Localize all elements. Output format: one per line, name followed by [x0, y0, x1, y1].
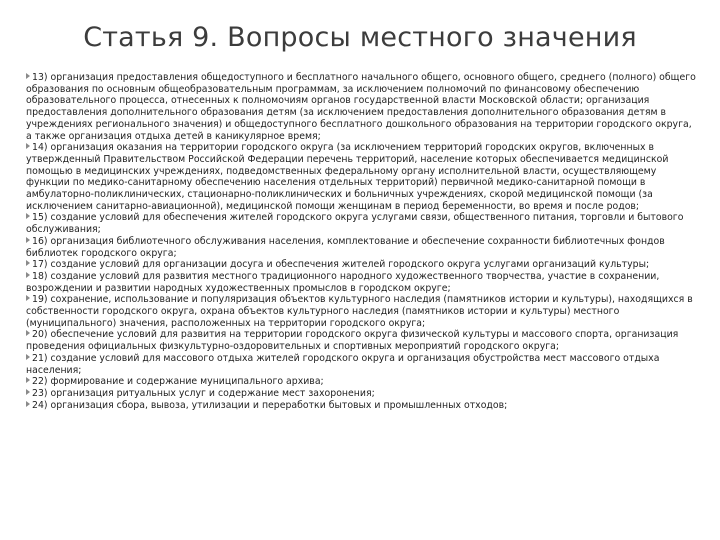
list-item-text: 18) создание условий для развития местного традиционного народного художественного творчества, участие в сохранении, возрождении и развитии народных художественных промыслов в городском округе;	[26, 270, 660, 294]
list-item	[26, 376, 698, 388]
list-item	[26, 329, 698, 352]
list-item	[26, 400, 698, 412]
triangle-bullet-icon	[26, 73, 30, 79]
slide-title: Статья 9. Вопросы местного значения	[83, 22, 637, 53]
triangle-bullet-icon	[26, 213, 30, 219]
triangle-bullet-icon	[26, 377, 30, 383]
list-item	[26, 142, 698, 212]
list-item	[26, 353, 698, 376]
triangle-bullet-icon	[26, 260, 30, 266]
list-item-text: 22) формирование и содержание муниципального архива;	[32, 376, 324, 388]
triangle-bullet-icon	[26, 401, 30, 407]
list-item-text: 17) создание условий для организации досуга и обеспечения жителей городского округа услугами организаций культуры;	[32, 259, 650, 271]
triangle-bullet-icon	[26, 143, 30, 149]
list-item-text: 20) обеспечение условий для развития на территории городского округа физической культуры и массового спорта, организация проведения официальных физкультурно-оздоровительных и спортивных мероприятий городского округа;	[26, 329, 679, 353]
triangle-bullet-icon	[26, 237, 30, 243]
list-item-text: 21) создание условий для массового отдыха жителей городского округа и организация обустройства мест массового отдыха населения;	[26, 352, 660, 376]
list-item-text: 13) организация предоставления общедоступного и бесплатного начального общего, основного общего, среднего (полного) общего образования по основным общеобразовательным программам, за исключением полномочий по финансовому обеспечению образовательного процесса, отнесенных к полномочиям органов государственной власти Московской области; организация предоставления дополнительного образования детям (за исключением предоставления дополнительного образования детям в учреждениях регионального значения) и общедоступного бесплатного дошкольного образования на территории городского округа, а также организация отдыха детей в каникулярное время;	[26, 72, 696, 142]
list-item	[26, 294, 698, 329]
list-item-text: 23) организация ритуальных услуг и содержание мест захоронения;	[32, 387, 375, 399]
list-item	[26, 271, 698, 294]
list-item-text: 14) организация оказания на территории городского округа (за исключением территорий городских округов, включенных в утвержденный Правительством Российской Федерации перечень территорий, население которых обеспечивается медицинской помощью в медицинских учреждениях, подведомственных федеральному органу исполнительной власти, осуществляющему функции по медико-санитарному обеспечению населения отдельных территорий) первичной медико-санитарной помощи в амбулаторно-поликлинических, стационарно-поликлинических и больничных учреждениях, скорой медицинской помощи (за исключением санитарно-авиационной), медицинской помощи женщинам в период беременности, во время и после родов;	[26, 142, 669, 212]
slide-body	[26, 72, 698, 411]
triangle-bullet-icon	[26, 330, 30, 336]
list-item	[26, 72, 698, 142]
triangle-bullet-icon	[26, 389, 30, 395]
triangle-bullet-icon	[26, 295, 30, 301]
triangle-bullet-icon	[26, 354, 30, 360]
list-item-text: 24) организация сбора, вывоза, утилизации и переработки бытовых и промышленных отходов;	[32, 399, 508, 411]
list-item	[26, 259, 698, 271]
list-item	[26, 236, 698, 259]
list-item-text: 16) организация библиотечного обслуживания населения, комплектование и обеспечение сохранности библиотечных фондов библиотек городского округа;	[26, 235, 665, 259]
triangle-bullet-icon	[26, 272, 30, 278]
list-item-text: 19) сохранение, использование и популяризация объектов культурного наследия (памятников истории и культуры), находящихся в собственности городского округа, охрана объектов культурного наследия (памятников истории и культуры) местного (муниципального) значения, расположенных на территории городского округа;	[26, 294, 693, 329]
list-item-text: 15) создание условий для обеспечения жителей городского округа услугами связи, общественного питания, торговли и бытового обслуживания;	[26, 212, 684, 236]
list-item	[26, 212, 698, 235]
list-item	[26, 388, 698, 400]
